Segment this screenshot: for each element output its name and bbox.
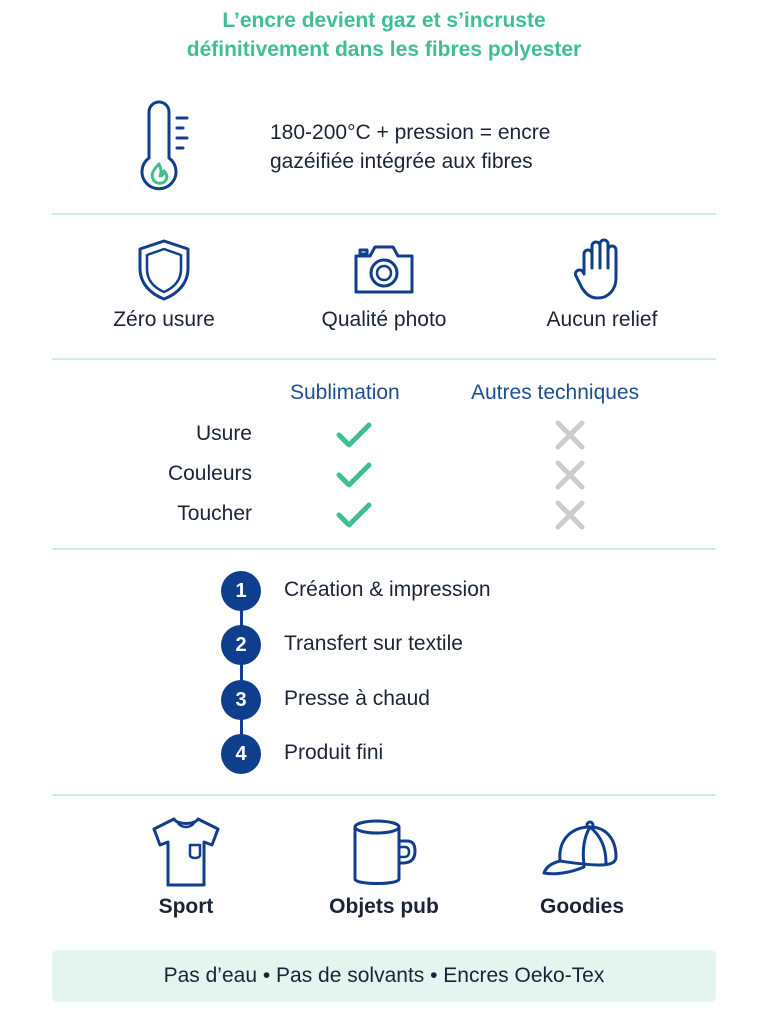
shield-icon — [134, 238, 194, 302]
process-description — [270, 118, 550, 176]
cross-icon — [550, 460, 590, 490]
divider-3 — [52, 548, 716, 550]
step-number: 3 — [221, 680, 261, 720]
use-goodies — [482, 815, 682, 918]
check-icon — [334, 460, 374, 490]
row-label-toucher: Toucher — [177, 502, 252, 525]
step-number: 4 — [221, 734, 261, 774]
step-label: Presse à chaud — [284, 687, 430, 710]
cross-icon — [550, 420, 590, 450]
divider-2 — [52, 358, 716, 360]
cap-icon — [540, 815, 624, 889]
camera-icon — [352, 238, 416, 302]
process-line-2: gazéifiée intégrée aux fibres — [270, 150, 533, 173]
cross-icon — [550, 500, 590, 530]
feature-label: Zéro usure — [113, 308, 215, 331]
divider-4 — [52, 794, 716, 796]
footer-banner: Pas d’eau • Pas de solvants • Encres Oeko-Tex — [52, 950, 716, 1002]
step-label: Création & impression — [284, 578, 491, 601]
mug-icon — [347, 815, 421, 889]
check-icon — [334, 500, 374, 530]
steps-connector — [240, 590, 243, 756]
title-line-1: L’encre devient gaz et s’incruste — [222, 9, 546, 32]
use-objets-pub — [284, 815, 484, 918]
feature-label: Aucun relief — [546, 308, 658, 331]
use-sport — [86, 815, 286, 918]
step-label: Transfert sur textile — [284, 632, 463, 655]
feature-label: Qualité photo — [321, 308, 447, 331]
feature-qualite-photo — [274, 238, 494, 331]
feature-zero-usure — [54, 238, 274, 331]
column-autres-techniques: Autres techniques — [471, 381, 640, 404]
use-label: Sport — [158, 895, 214, 918]
hand-icon — [572, 238, 632, 302]
process-line-1: 180-200°C + pression = encre — [270, 121, 551, 144]
row-label-couleurs: Couleurs — [167, 462, 252, 485]
step-label: Produit fini — [284, 741, 384, 764]
column-sublimation: Sublimation — [290, 381, 400, 404]
tshirt-icon — [146, 815, 226, 889]
divider-1 — [52, 213, 716, 215]
title-line-2: définitivement dans les fibres polyester — [186, 38, 582, 61]
thermometer-flame-icon — [135, 100, 195, 196]
step-number: 2 — [221, 625, 261, 665]
use-label: Goodies — [539, 895, 624, 918]
page-title — [0, 6, 768, 64]
step-number: 1 — [221, 571, 261, 611]
check-icon — [334, 420, 374, 450]
use-label: Objets pub — [329, 895, 439, 918]
row-label-usure: Usure — [195, 422, 252, 445]
feature-aucun-relief — [492, 238, 712, 331]
